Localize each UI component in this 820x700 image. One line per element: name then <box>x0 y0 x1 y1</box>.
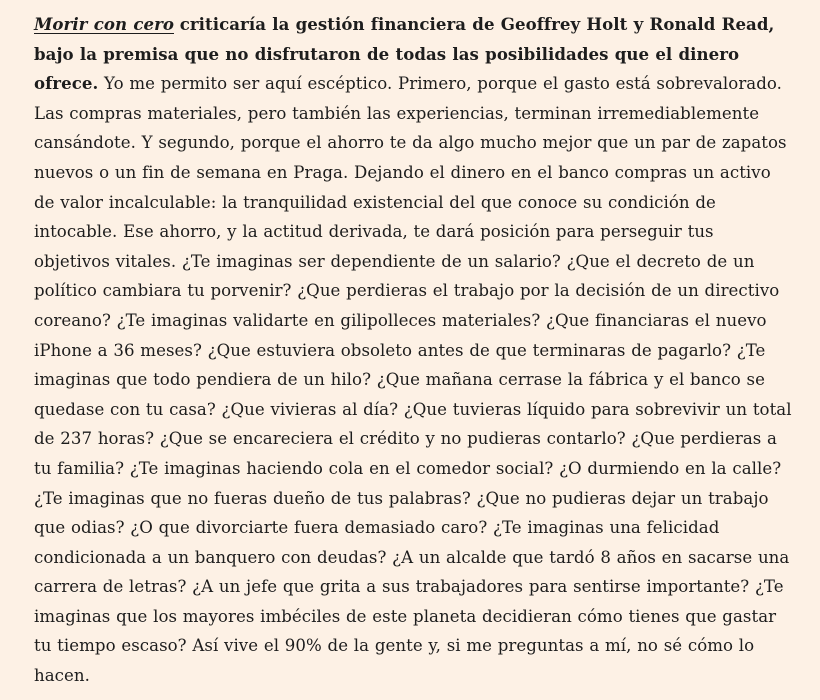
paragraph <box>34 10 794 691</box>
body-text: Yo me permito ser aquí escéptico. Primero, porque el gasto está sobrevalorado. Las compras materiales, pero también las experiencias, terminan irremediablemente cansándote. Y segundo, porque el ahorro te da algo mucho mejor que un par de zapatos nuevos o un fin de semana en Praga. Dejando el dinero en el banco compras un activo de valor incalculable: la tranquilidad existencial del que conoce su condición de intocable. Ese ahorro, y la actitud derivada, te dará posición para perseguir tus objetivos vitales. ¿Te imaginas ser dependiente de un salario? ¿Que el decreto de un político cambiara tu porvenir? ¿Que perdieras el trabajo por la decisión de un directivo coreano? ¿Te imaginas validarte en gilipolleces materiales? ¿Que financiaras el nuevo iPhone a 36 meses? ¿Que estuviera obsoleto antes de que terminaras de pagarlo? ¿Te imaginas que todo pendiera de un hilo? ¿Que mañana cerrase la fábrica y el banco se quedase con tu casa? ¿Que vivieras al día? ¿Que tuvieras líquido para sobrevivir un total de 237 horas? ¿Que se encareciera el crédito y no pudieras contarlo? ¿Que perdieras a tu familia? ¿Te imaginas haciendo cola en el comedor social? ¿O durmiendo en la calle? ¿Te imaginas que no fueras dueño de tus palabras? ¿Que no pudieras dejar un trabajo que odias? ¿O que divorciarte fuera demasiado caro? ¿Te imaginas una felicidad condicionada a un banquero con deudas? ¿A un alcalde que tardó 8 años en sacarse una carrera de letras? ¿A un jefe que grita a sus trabajadores para sentirse importante? ¿Te imaginas que los mayores imbéciles de este planeta decidieran cómo tienes que gastar tu tiempo escaso? Así vive el 90% de la gente y, si me preguntas a mí, no sé cómo lo hacen. <box>34 74 792 686</box>
lead-sentence: criticaría la gestión financiera de Geoffrey Holt y Ronald Read, bajo la premisa que no disfrutaron de todas las posibilidades que el dinero ofrece. <box>34 14 775 94</box>
book-title-link[interactable]: Morir con cero <box>34 14 174 34</box>
